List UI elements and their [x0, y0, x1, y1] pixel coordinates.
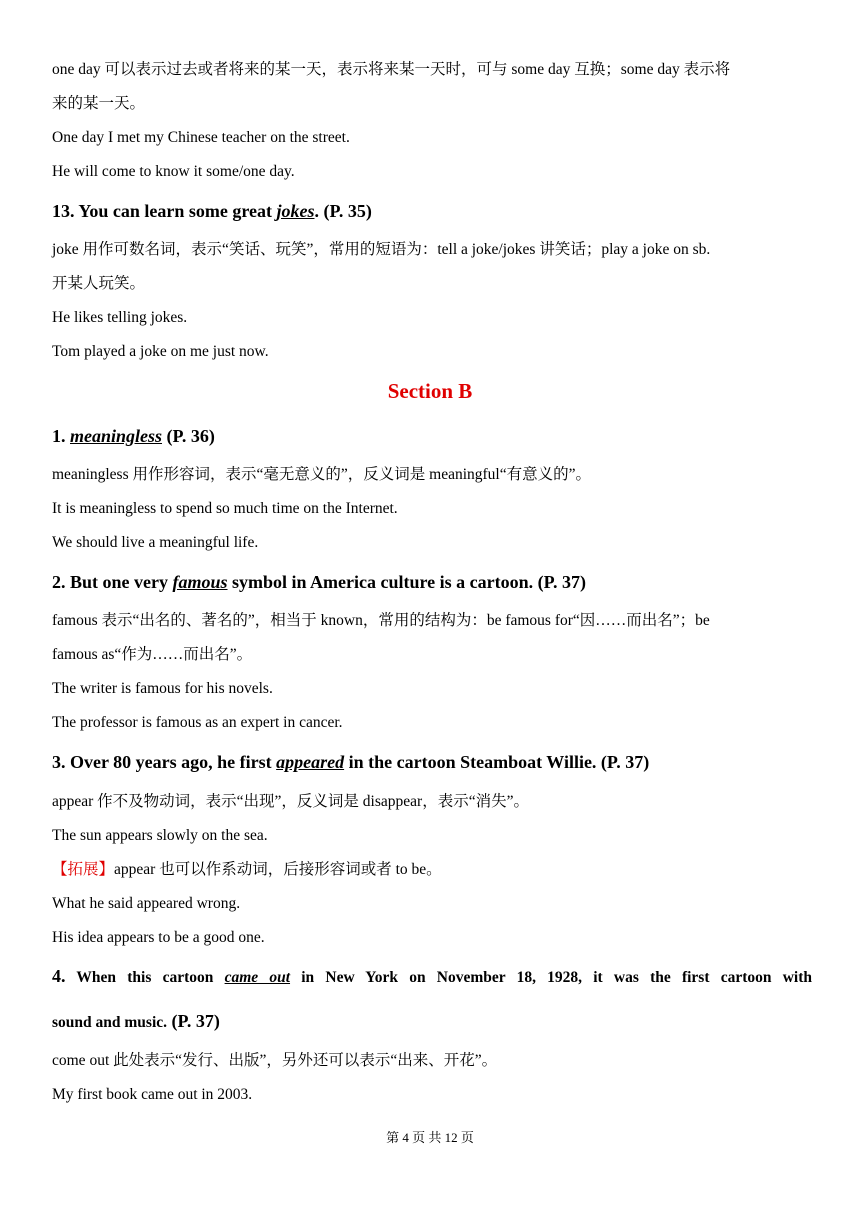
- intro-line-2: 来的某一天。: [52, 95, 146, 112]
- item-13-explanation-2: 开某人玩笑。: [52, 275, 146, 292]
- item-13-heading: 13. You can learn some great jokes. (P. 35): [52, 201, 372, 221]
- item-13-explanation-1: joke 用作可数名词，表示“笑话、玩笑”，常用的短语为：tell a joke/jokes 讲笑话；play a joke on sb.: [52, 241, 711, 258]
- b2-explanation-1: famous 表示“出名的、著名的”，相当于 known，常用的结构为：be famous for“因……而出名”；be: [52, 612, 710, 629]
- b2-example-2: The professor is famous as an expert in cancer.: [52, 714, 343, 731]
- b1-heading: 1. meaningless (P. 36): [52, 426, 215, 446]
- extension-tag: 【拓展】: [52, 861, 115, 878]
- b3-example-2: What he said appeared wrong.: [52, 895, 241, 912]
- b4-heading-line-1: 4. When this cartoon came out in New York on November 18, 1928, it was the first cartoon with: [52, 966, 812, 986]
- b2-explanation-2: famous as“作为……而出名”。: [52, 646, 253, 663]
- b2-heading: 2. But one very famous symbol in America culture is a cartoon. (P. 37): [52, 572, 586, 592]
- item-13-example-2: Tom played a joke on me just now.: [52, 343, 269, 360]
- b2-example-1: The writer is famous for his novels.: [52, 680, 273, 697]
- intro-example-2: He will come to know it some/one day.: [52, 163, 295, 180]
- b4-explanation: come out 此处表示“发行、出版”，另外还可以表示“出来、开花”。: [52, 1052, 498, 1069]
- b3-example-3: His idea appears to be a good one.: [52, 929, 265, 946]
- b3-heading: 3. Over 80 years ago, he first appeared in the cartoon Steamboat Willie. (P. 37): [52, 752, 650, 772]
- keyword-came-out: came out: [224, 969, 291, 986]
- b3-example-1: The sun appears slowly on the sea.: [52, 827, 268, 844]
- item-13-example-1: He likes telling jokes.: [52, 309, 188, 326]
- b1-explanation: meaningless 用作形容词，表示“毫无意义的”，反义词是 meaningful“有意义的”。: [52, 466, 591, 483]
- keyword-appeared: appeared: [276, 752, 345, 772]
- keyword-famous: famous: [172, 572, 228, 592]
- keyword-meaningless: meaningless: [70, 426, 163, 446]
- b4-heading-line-2: sound and music. (P. 37): [52, 1011, 220, 1031]
- b3-explanation: appear 作不及物动词，表示“出现”，反义词是 disappear，表示“消失”。: [52, 793, 529, 810]
- b4-example-1: My first book came out in 2003.: [52, 1086, 253, 1103]
- intro-line-1: one day 可以表示过去或者将来的某一天，表示将来某一天时，可与 some day 互换；some day 表示将: [52, 61, 731, 78]
- intro-example-1: One day I met my Chinese teacher on the street.: [52, 129, 350, 146]
- b1-example-1: It is meaningless to spend so much time on the Internet.: [52, 500, 398, 517]
- b3-extension: 【拓展】appear 也可以作系动词，后接形容词或者 to be。: [52, 861, 442, 878]
- section-title: Section B: [387, 379, 473, 403]
- page-footer: 第 4 页 共 12 页: [386, 1130, 474, 1145]
- b1-example-2: We should live a meaningful life.: [52, 534, 259, 551]
- keyword-jokes: jokes: [276, 201, 315, 221]
